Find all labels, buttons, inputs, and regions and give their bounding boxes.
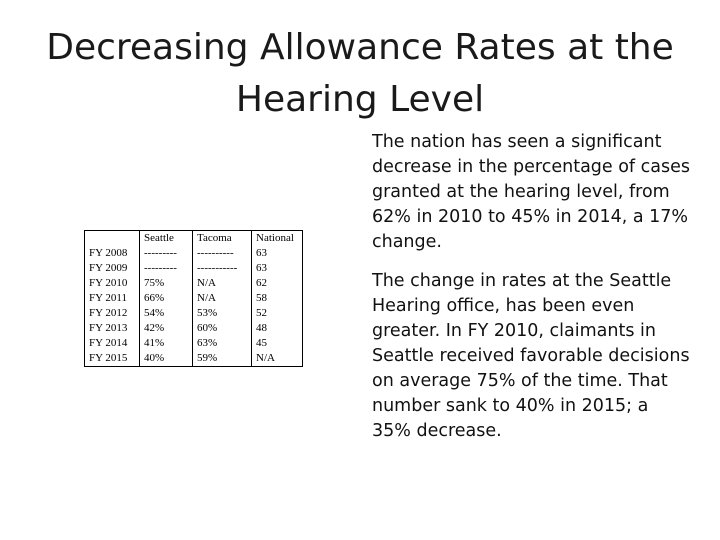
cell-seattle: 75% [140,276,193,291]
cell-year: FY 2011 [85,291,140,306]
cell-national: 48 [252,321,303,336]
table-row [85,351,303,367]
header-tacoma: Tacoma [193,231,252,247]
table-row [85,246,303,261]
table-header-row [85,231,303,247]
table-row [85,261,303,276]
cell-year: FY 2013 [85,321,140,336]
cell-seattle: 54% [140,306,193,321]
header-year [85,231,140,247]
cell-seattle: --------- [140,246,193,261]
cell-year: FY 2012 [85,306,140,321]
table-row [85,291,303,306]
cell-tacoma: N/A [193,291,252,306]
paragraph-seattle: The change in rates at the Seattle Hearing office, has been even greater. In FY 2010, claimants in Seattle received favorable decisions on average 75% of the time. That number sank to 40% in 2015; a 35% decrease. [372,271,690,441]
cell-year: FY 2010 [85,276,140,291]
paragraph-national: The nation has seen a significant decrease in the percentage of cases granted at the hearing level, from 62% in 2010 to 45% in 2014, a 17% change. [372,132,691,252]
cell-tacoma: ----------- [193,261,252,276]
cell-year: FY 2014 [85,336,140,351]
table-row [85,276,303,291]
title-line-2: Hearing Level [235,79,485,120]
cell-tacoma: N/A [193,276,252,291]
cell-tacoma: 59% [193,351,252,367]
cell-national: 62 [252,276,303,291]
cell-seattle: --------- [140,261,193,276]
cell-year: FY 2009 [85,261,140,276]
cell-tacoma: ---------- [193,246,252,261]
cell-tacoma: 53% [193,306,252,321]
cell-seattle: 41% [140,336,193,351]
cell-national: 63 [252,246,303,261]
cell-seattle: 42% [140,321,193,336]
header-seattle: Seattle [140,231,193,247]
cell-year: FY 2008 [85,246,140,261]
slide-title [40,22,680,126]
cell-tacoma: 63% [193,336,252,351]
cell-national: 52 [252,306,303,321]
cell-national: N/A [252,351,303,367]
table-row [85,306,303,321]
cell-national: 63 [252,261,303,276]
table-body [85,246,303,367]
cell-national: 58 [252,291,303,306]
cell-tacoma: 60% [193,321,252,336]
cell-seattle: 66% [140,291,193,306]
table-row [85,336,303,351]
cell-national: 45 [252,336,303,351]
header-national: National [252,231,303,247]
cell-seattle: 40% [140,351,193,367]
title-line-1: Decreasing Allowance Rates at the [46,27,674,68]
allowance-rates-table [84,230,303,367]
cell-year: FY 2015 [85,351,140,367]
table-row [85,321,303,336]
explanation-text [372,130,692,458]
